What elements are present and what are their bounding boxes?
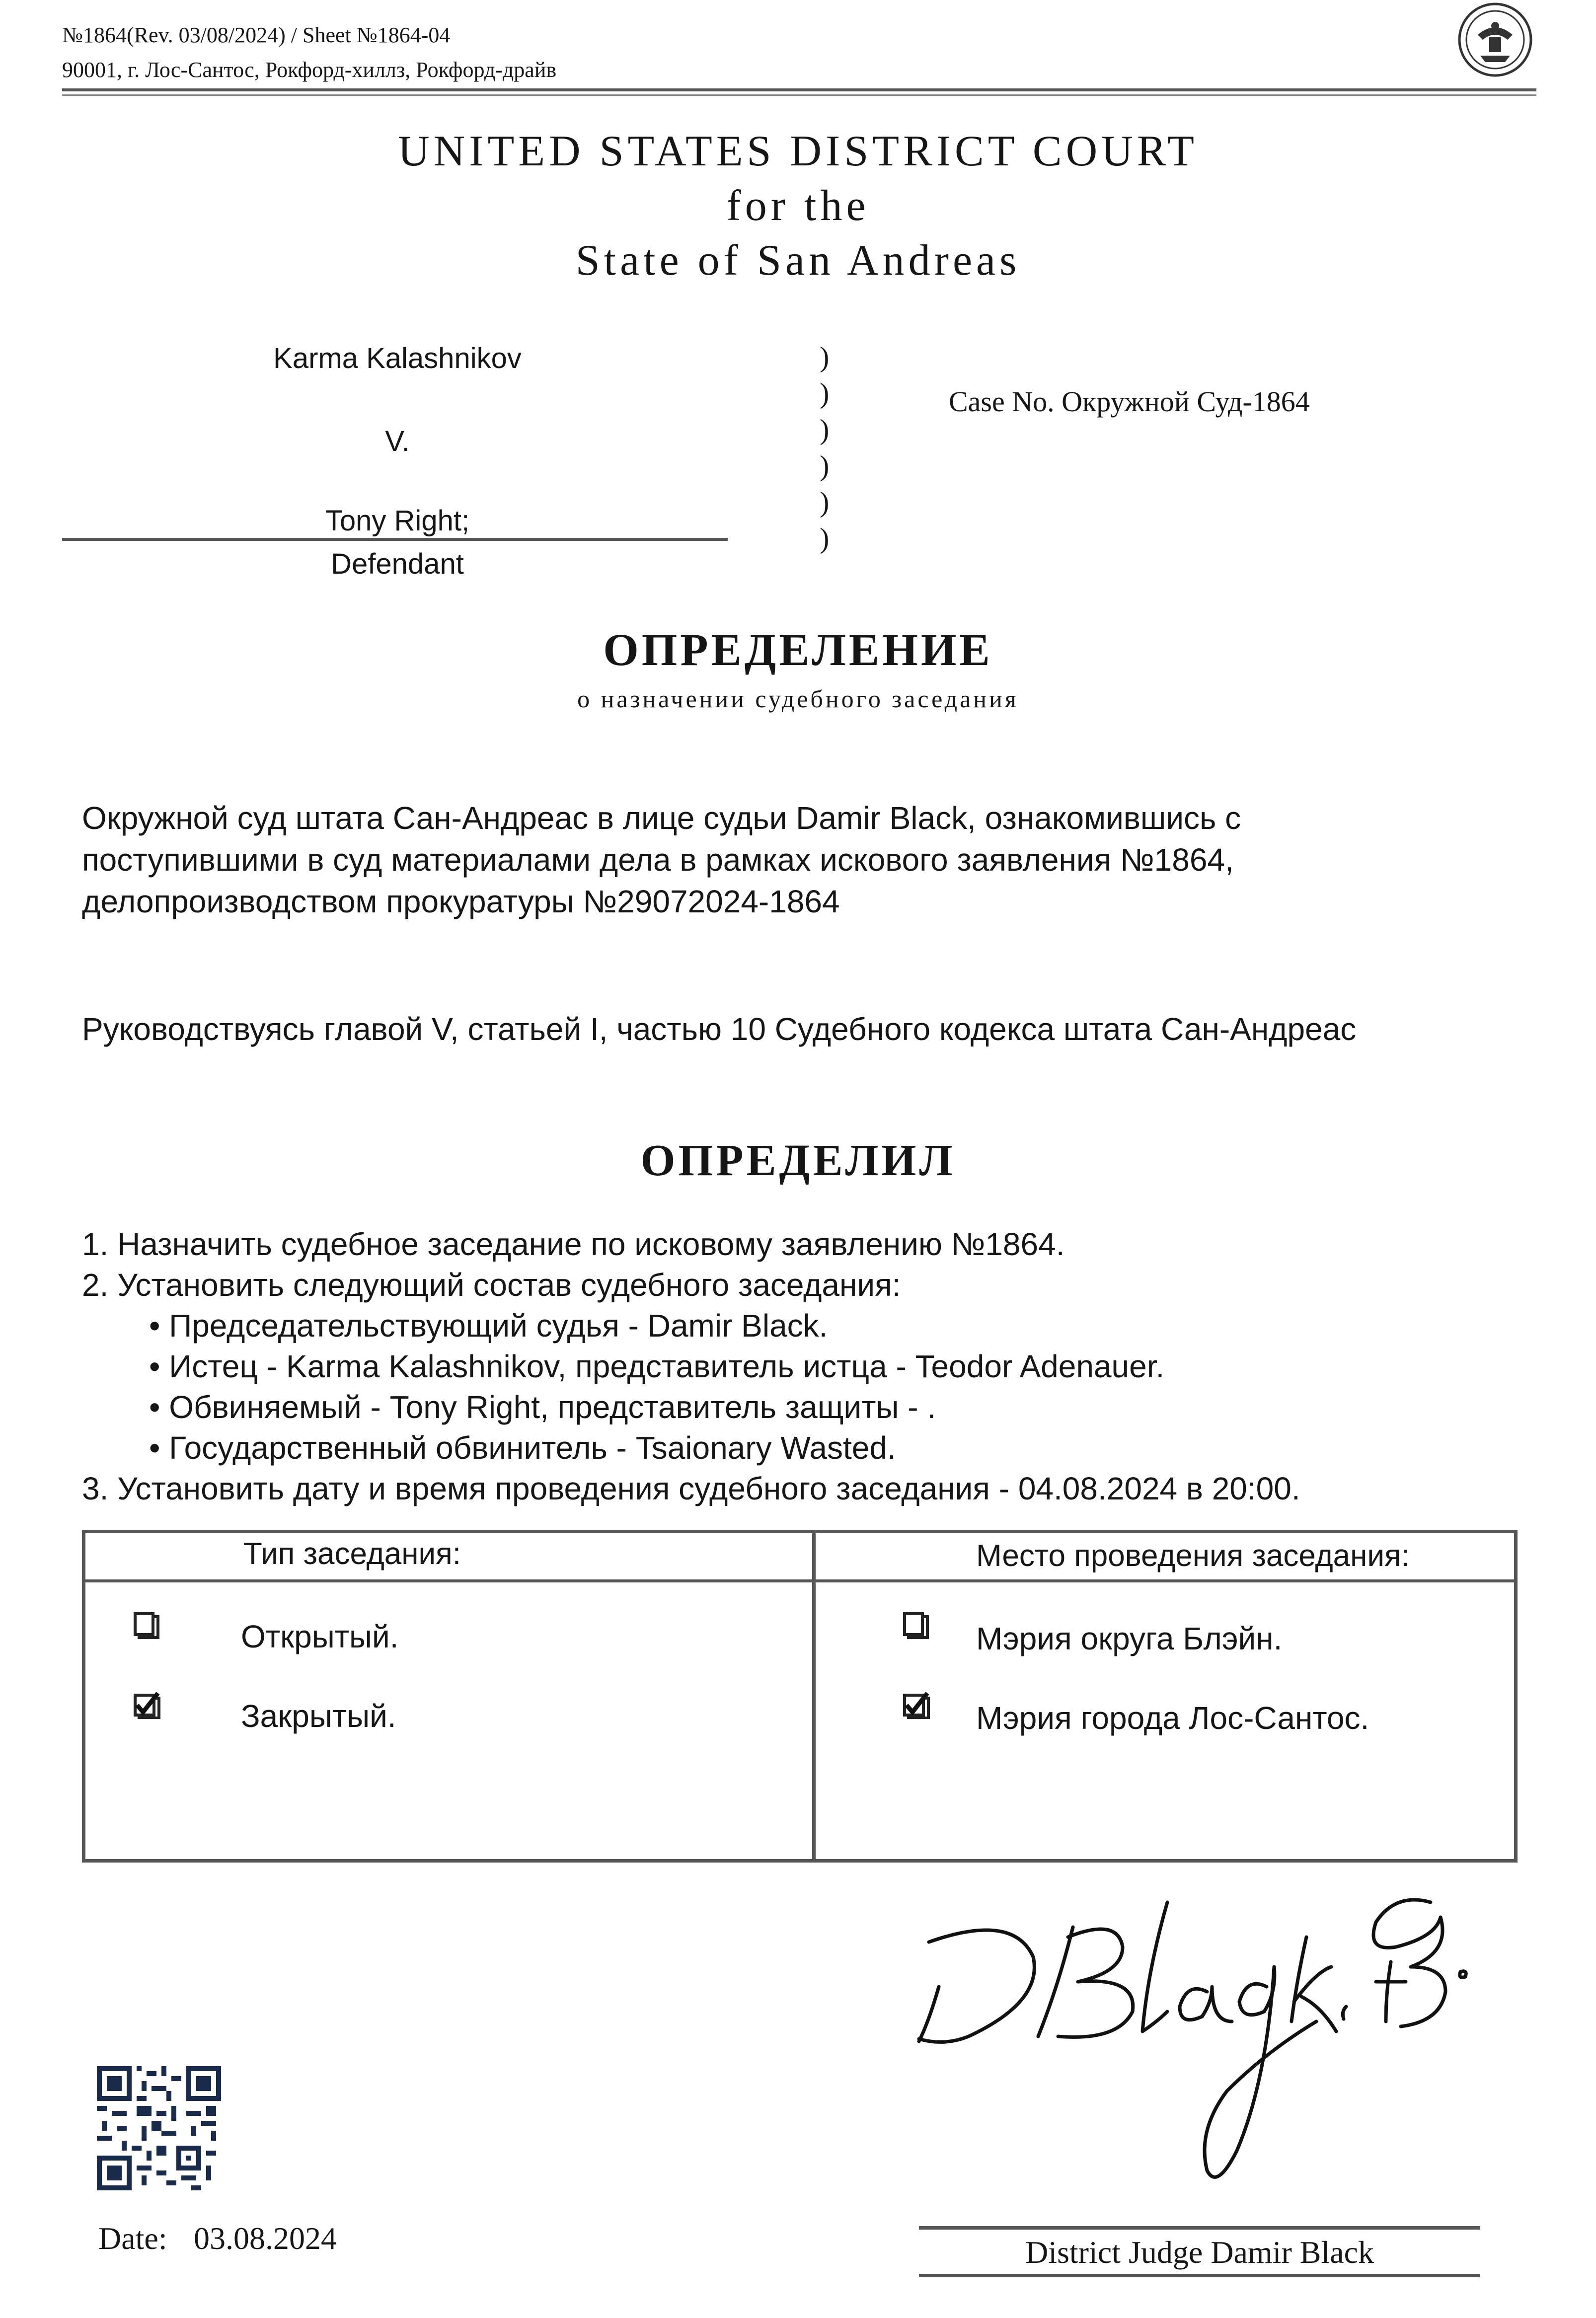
composition-bullet: • Председательствующий судья - Damir Black. — [149, 1308, 828, 1344]
header-rule — [62, 88, 1536, 91]
header-rule-thin — [62, 94, 1536, 96]
checkbox-checked-icon[interactable] — [133, 1691, 161, 1719]
form-number: №1864(Rev. 03/08/2024) / Sheet №1864-04 — [62, 23, 451, 47]
date-label: Date: — [98, 2221, 167, 2256]
judge-name: District Judge Damir Black — [1025, 2235, 1374, 2270]
versus-label: V. — [385, 425, 410, 457]
intro-line: Окружной суд штата Сан-Андреас в лице судьи Damir Black, ознакомившись с — [82, 800, 1241, 836]
caption-paren: ) — [820, 413, 830, 446]
composition-bullet: • Государственный обвинитель - Tsaionary Wasted. — [149, 1430, 896, 1466]
composition-bullet: • Истец - Karma Kalashnikov, представитель истца - Teodor Adenauer. — [149, 1348, 1165, 1384]
ruling-item: 1. Назначить судебное заседание по исковому заявлению №1864. — [82, 1226, 1065, 1262]
intro-paragraph — [82, 797, 1522, 922]
caption-paren: ) — [820, 486, 830, 518]
court-title-line2: for the — [726, 182, 870, 230]
court-title-line1: UNITED STATES DISTRICT COURT — [398, 127, 1198, 175]
ruling-heading: ОПРЕДЕЛИЛ — [640, 1136, 956, 1185]
judge-signature — [909, 1872, 1480, 2215]
document-subtitle: о назначении судебного заседания — [577, 685, 1019, 713]
date-value: 03.08.2024 — [194, 2221, 337, 2256]
location-option: Мэрия округа Блэйн. — [976, 1621, 1283, 1656]
caption-paren: ) — [820, 449, 830, 482]
signature-rule — [919, 2226, 1480, 2230]
caption-paren: ) — [820, 377, 830, 409]
court-title — [0, 124, 1596, 288]
location-option: Мэрия города Лос-Сантос. — [976, 1700, 1369, 1736]
caption-paren: ) — [820, 522, 830, 554]
checkbox-checked-icon[interactable] — [903, 1691, 930, 1719]
intro-line: поступившими в суд материалами дела в рамках искового заявления №1864, — [82, 842, 1234, 878]
plaintiff-name: Karma Kalashnikov — [273, 342, 522, 374]
composition-bullet: • Обвиняемый - Tony Right, представитель защиты - . — [149, 1389, 936, 1425]
ruling-item: 3. Установить дату и время проведения судебного заседания - 04.08.2024 в 20:00. — [82, 1471, 1300, 1506]
court-seal-icon — [1450, 0, 1540, 79]
caption-paren: ) — [820, 341, 830, 373]
court-address: 90001, г. Лос-Сантос, Рокфорд-хиллз, Рокфорд-драйв — [62, 58, 557, 82]
session-type-option: Открытый. — [241, 1619, 399, 1654]
session-type-option: Закрытый. — [241, 1698, 396, 1734]
defendant-role: Defendant — [331, 548, 464, 580]
ruling-item: 2. Установить следующий состав судебного заседания: — [82, 1267, 901, 1303]
court-title-line3: State of San Andreas — [575, 236, 1021, 285]
intro-line: делопроизводством прокуратуры №29072024-1864 — [82, 884, 840, 919]
case-number: Case No. Окружной Суд-1864 — [949, 385, 1310, 418]
table-header-rule — [82, 1579, 1518, 1582]
checkbox-empty-icon[interactable] — [133, 1612, 161, 1640]
legal-basis: Руководствуясь главой V, статьей I, частью 10 Судебного кодекса штата Сан-Андреас — [82, 1011, 1357, 1047]
document-title: ОПРЕДЕЛЕНИЕ — [603, 624, 993, 675]
defendant-name: Tony Right; — [325, 505, 470, 537]
checkbox-empty-icon[interactable] — [903, 1612, 930, 1640]
location-header: Место проведения заседания: — [976, 1539, 1410, 1573]
judge-name-rule — [919, 2274, 1480, 2277]
caption-rule — [62, 538, 728, 541]
session-type-header: Тип заседания: — [243, 1537, 461, 1571]
qr-code-icon — [97, 2066, 221, 2190]
